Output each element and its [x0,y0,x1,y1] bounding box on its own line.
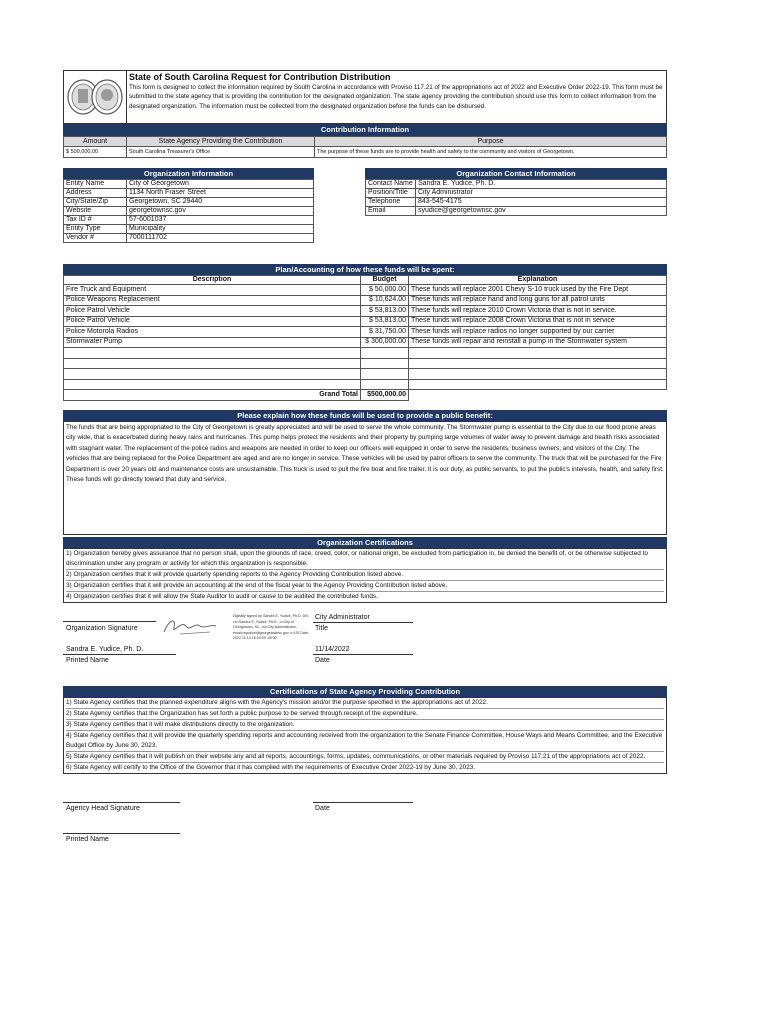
plan-table [63,275,667,401]
col-budget: Budget [361,276,409,285]
col-agency: State Agency Providing the Contribution [127,137,315,147]
org-info-row [64,180,314,189]
state-seal-icon [65,75,125,119]
plan-row [64,369,667,380]
form-title: State of South Carolina Request for Contribution Distribution [129,72,391,82]
plan-description [64,369,361,380]
org-cert-item: 3) Organization certifies that it will provide an accounting at the end of the fiscal year to the Agency Providing Contribution listed above. [66,581,664,592]
org-info-value: Georgetown, SC 29440 [127,198,314,207]
title-label: Title [315,625,328,632]
plan-budget [361,369,409,380]
agency-cert-item: 4) State Agency certifies that it will provide the quarterly spending reports and accounting received from the organization to the Senate Finance Committee, House Ways and Means Committee, and the Executive Budget Office by June 30, 2023. [66,731,664,752]
plan-description: Police Motorola Radios [64,327,361,338]
date-label: Date [315,657,330,664]
org-info-label: Address [64,189,127,198]
plan-description: Police Weapons Replacement [64,295,361,306]
agency-date-label: Date [315,805,330,812]
printed-name-value: Sandra E. Yudice, Ph. D. [66,646,144,653]
org-info-title: Organization Information [63,168,314,179]
col-description: Description [64,276,361,285]
org-info-value: Municipality [127,225,314,234]
plan-budget [361,379,409,390]
plan-row [64,295,667,306]
plan-explanation: These funds will replace 2001 Chevy S-10 truck used by the Fire Dept [409,285,667,296]
digital-signature-text: Digitally signed by Sandra E. Yudice, Ph.D. DN: cn=Sandra E. Yudice, Ph.D., o=City of Georgetown, SC, ou=City Administrator, email=syudice@georgetownsc.gov, c=US Date: 2022.11.14 16:04:09 -05'00' [233,614,309,640]
org-contact-row [366,180,667,189]
plan-explanation [409,369,667,380]
org-info-label: Entity Type [64,225,127,234]
org-cert-item: 4) Organization certifies that it will allow the State Auditor to audit or cause to be audited the contributed funds. [66,593,378,600]
org-info-label: Vendor # [64,234,127,243]
plan-explanation: These funds will replace 2010 Crown Victoria that is not in service. [409,306,667,317]
org-info-value: georgetownsc.gov [127,207,314,216]
benefit-text: The funds that are being appropriated to the City of Georgetown is greatly appreciated and will be used to serve the whole community. The Stormwater pump is essential to the City due to our flood prone areas city wide, that is exacerbated during heavy rains and hurricanes. This pump helps protect the residents and their property by pumping large volumes of water away to prevent damage and health risks associated with stagnant water. The replacement of the police radios and weapons are needed in order to keep our officers well equipped in order to serve the residents, business owners, and visitors of the City. The vehicles that are being replaced for the Police Department are aged and are no longer in service. These vehicles will be used by patrol officers to serve the community. The truck that will be purchased for the Fire Department is over 20 years old and maintenance costs are unsustainable. This truck is used to pull the fire boat and fire trailer. It is our duty, as public servants, to put the public's interests, health, and safety first. These funds will go directly toward that duty and service. [63,421,667,535]
plan-description [64,358,361,369]
col-explanation: Explanation [409,276,667,285]
plan-title: Plan/Accounting of how these funds will be spent: [63,264,667,275]
plan-description: Stormwater Pump [64,337,361,348]
plan-row [64,379,667,390]
col-purpose: Purpose [315,137,667,147]
plan-explanation [409,358,667,369]
org-signature-label: Organization Signature [66,625,138,632]
org-contact-row [366,189,667,198]
title-value: City Administrator [315,614,370,621]
contribution-purpose: The purpose of these funds are to provide health and safety to the community and visitors of Georgetown. [315,147,667,158]
plan-budget: $ 53,813.00 [361,316,409,327]
agency-head-signature-line [63,802,180,803]
contribution-agency: South Carolina Treasurer's Office [127,147,315,158]
form-intro: This form is designed to collect the information required by South Carolina in accordance with Proviso 117.21 of the appropriations act of 2022 and Executive Order 2022-19. This form must be submitted to the state agency that is providing the contribution for the designated organization. The state agency providing the contribution should use this form to collect information from the designated organization. The information must be collected from the designated organization before the funds can be disbursed. [129,84,663,110]
org-contact-label: Contact Name [366,180,416,189]
plan-explanation: These funds will replace hand and long guns for all patrol units [409,295,667,306]
agency-cert-item: 6) State Agency will certify to the Office of the Governor that it has complied with the requirements of Executive Order 2022-19 by June 30, 2023. [66,764,476,771]
plan-budget: $ 31,750.00 [361,327,409,338]
date-value: 11/14/2022 [315,646,350,653]
plan-total-row [64,390,667,401]
plan-description [64,348,361,359]
org-signature-line [63,621,156,622]
contribution-section-title: Contribution Information [63,124,667,136]
date-line [313,654,413,655]
org-info-label: Tax ID # [64,216,127,225]
org-info-label: Website [64,207,127,216]
agency-date-line [313,802,413,803]
agency-cert-title: Certifications of State Agency Providing Contribution [63,686,667,697]
plan-description: Fire Truck and Equipment [64,285,361,296]
title-line [313,622,413,623]
org-contact-value: Sandra E. Yudice, Ph. D. [416,180,667,189]
agency-head-signature-label: Agency Head Signature [66,805,140,812]
plan-budget: $ 10,624.00 [361,295,409,306]
org-contact-row [366,207,667,216]
col-amount: Amount [64,137,127,147]
grand-total-value: $500,000.00 [361,390,409,401]
contribution-table [63,136,667,158]
plan-budget: $ 53,813.00 [361,306,409,317]
org-contact-row [366,198,667,207]
agency-cert-item: 3) State Agency certifies that it will make distributions directly to the organization. [66,720,664,731]
org-info-row [64,207,314,216]
plan-row [64,306,667,317]
org-cert-list [63,548,667,603]
org-info-label: City/State/Zip [64,198,127,207]
org-contact-label: Telephone [366,198,416,207]
plan-explanation: These funds will replace radios no longer supported by our carrier [409,327,667,338]
org-info-row [64,189,314,198]
org-info-row [64,198,314,207]
org-info-value: 57-6001037 [127,216,314,225]
org-contact-value: syudice@georgetownsc.gov [416,207,667,216]
plan-row [64,316,667,327]
plan-description: Police Patrol Vehicle [64,306,361,317]
printed-name-label: Printed Name [66,657,109,664]
plan-row [64,285,667,296]
org-contact-label: Email [366,207,416,216]
plan-row [64,358,667,369]
org-info-row [64,216,314,225]
plan-budget [361,348,409,359]
plan-budget: $ 300,000.00 [361,337,409,348]
plan-explanation [409,348,667,359]
org-contact-table [365,179,667,216]
agency-printed-name-line [63,833,180,834]
org-info-table [63,179,314,243]
org-info-row [64,234,314,243]
agency-cert-item: 2) State Agency certifies that the Organization has set forth a public purpose to be served through receipt of the expenditure. [66,709,664,720]
agency-printed-name-label: Printed Name [66,836,109,843]
org-info-label: Entity Name [64,180,127,189]
agency-cert-item: 5) State Agency certifies that it will publish on their website any and all reports, accountings, forms, updates, communications, or other materials required by Proviso 117.21 of the appropriations act of 2022. [66,752,664,763]
org-info-value: 1134 North Fraser Street [127,189,314,198]
plan-explanation: These funds will repair and reinstall a pump in the Stormwater system [409,337,667,348]
agency-cert-item: 1) State Agency certifies that the planned expenditure aligns with the Agency's mission and/or the purpose specified in the appropriations act of 2022. [66,698,664,709]
plan-description: Police Patrol Vehicle [64,316,361,327]
plan-explanation [409,379,667,390]
grand-total-label: Grand Total [64,390,361,401]
benefit-title: Please explain how these funds will be used to provide a public benefit: [63,410,667,421]
org-cert-item: 1) Organization hereby gives assurance that no person shall, upon the grounds of race, creed, color, or national origin, be excluded from participation in, be denied the benefit of, or be otherwise subjected to discrimination under any program or activity for which this organization is responsible. [66,549,664,570]
grand-total-spacer [409,390,667,401]
plan-description [64,379,361,390]
handwritten-signature-icon [160,614,220,638]
plan-budget [361,358,409,369]
plan-explanation: These funds will replace 2008 Crown Victoria that is not in service [409,316,667,327]
plan-row [64,337,667,348]
org-cert-title: Organization Certifications [63,537,667,548]
plan-row [64,327,667,338]
header-logo-cell [63,70,127,124]
org-contact-value: 843-545-4175 [416,198,667,207]
digital-signature-mark [160,614,220,638]
printed-name-line [63,654,176,655]
org-info-value: 7000111702 [127,234,314,243]
org-contact-title: Organization Contact Information [365,168,667,179]
org-cert-item: 2) Organization certifies that it will provide quarterly spending reports to the Agency Providing Contribution listed above. [66,570,664,581]
org-contact-value: City Administrator [416,189,667,198]
plan-row [64,348,667,359]
org-info-value: City of Georgetown [127,180,314,189]
plan-budget: $ 50,000.00 [361,285,409,296]
org-contact-label: Position/Title [366,189,416,198]
contribution-amount: $ 500,000.00 [64,147,127,158]
org-info-row [64,225,314,234]
agency-cert-list [63,697,667,774]
